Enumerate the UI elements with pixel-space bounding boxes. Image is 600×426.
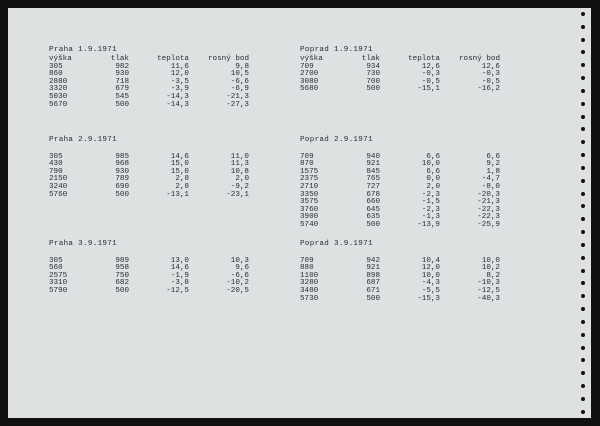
feed-hole — [581, 12, 585, 16]
table-cell: 3760 — [300, 205, 319, 214]
table-cell: -25,9 — [477, 220, 500, 229]
table-cell: 10,5 — [230, 70, 249, 79]
table-cell: 9,2 — [486, 160, 500, 169]
table-cell: 10,3 — [230, 256, 249, 265]
feed-hole — [581, 76, 585, 80]
sounding-poprad-2 — [300, 137, 532, 230]
block-title: Praha 3.9.1971 — [49, 240, 117, 248]
table-cell: 305 — [49, 62, 63, 71]
table-cell: 942 — [366, 256, 380, 265]
column-header: rosný bod — [458, 55, 500, 63]
table-cell: -5,5 — [421, 286, 440, 295]
table-cell: -13,9 — [417, 220, 440, 229]
table-cell: 6,6 — [426, 152, 440, 161]
table-cell: 9,8 — [235, 62, 249, 71]
table-cell: 1100 — [300, 271, 319, 280]
column-header: tlak — [110, 55, 129, 63]
feed-hole — [581, 320, 585, 324]
table-cell: 0,0 — [426, 175, 440, 184]
table-cell: 3240 — [49, 182, 68, 191]
table-cell: 982 — [115, 62, 129, 71]
column-header: výška — [49, 55, 72, 63]
table-cell: -12,5 — [166, 286, 189, 295]
table-cell: -22,3 — [477, 205, 500, 214]
feed-hole — [581, 89, 585, 93]
table-cell: 560 — [49, 264, 63, 273]
table-cell: -6,6 — [230, 77, 249, 86]
feed-hole — [581, 371, 585, 375]
table-cell: 985 — [115, 152, 129, 161]
table-cell: -40,3 — [477, 294, 500, 303]
feed-hole — [581, 153, 585, 157]
table-cell: -4,3 — [421, 279, 440, 288]
paper-sheet — [8, 8, 591, 418]
table-cell: 3575 — [300, 198, 319, 207]
feed-hole — [581, 140, 585, 144]
table-cell: -6,6 — [230, 271, 249, 280]
table-cell: 709 — [300, 256, 314, 265]
table-cell: 8,2 — [486, 271, 500, 280]
table-cell: 5760 — [49, 190, 68, 199]
table-cell: -22,3 — [477, 213, 500, 222]
table-row — [300, 222, 532, 230]
table-cell: 430 — [49, 160, 63, 169]
column-header: rosný bod — [207, 55, 249, 63]
table-cell: 500 — [366, 220, 380, 229]
table-cell: 12,0 — [421, 264, 440, 273]
sounding-poprad-1 — [300, 47, 532, 94]
table-cell: 2150 — [49, 175, 68, 184]
table-cell: 14,6 — [170, 264, 189, 273]
table-cell: 11,3 — [230, 160, 249, 169]
table-cell: -3,8 — [170, 279, 189, 288]
table-cell: -14,3 — [166, 92, 189, 101]
table-cell: 730 — [366, 70, 380, 79]
table-cell: 635 — [366, 213, 380, 222]
table-cell: -1,3 — [421, 213, 440, 222]
table-cell: 11,0 — [230, 152, 249, 161]
table-cell: 727 — [366, 182, 380, 191]
feed-hole — [581, 307, 585, 311]
feed-hole — [581, 38, 585, 42]
table-cell: 5740 — [300, 220, 319, 229]
table-cell: 500 — [366, 294, 380, 303]
table-cell: 6,6 — [486, 152, 500, 161]
table-cell: -8,0 — [481, 182, 500, 191]
feed-hole — [581, 358, 585, 362]
table-cell: 930 — [115, 70, 129, 79]
table-cell: -15,3 — [417, 294, 440, 303]
table-row — [300, 296, 532, 304]
block-title: Praha 2.9.1971 — [49, 136, 117, 144]
feed-hole — [581, 115, 585, 119]
table-cell: 1,8 — [486, 167, 500, 176]
table-cell: 870 — [300, 160, 314, 169]
feed-hole — [581, 384, 585, 388]
table-cell: -21,3 — [226, 92, 249, 101]
table-cell: 6,6 — [426, 167, 440, 176]
table-cell: -10,3 — [477, 279, 500, 288]
table-cell: 679 — [115, 85, 129, 94]
table-cell: 921 — [366, 160, 380, 169]
table-cell: 10,0 — [421, 271, 440, 280]
table-cell: 2710 — [300, 182, 319, 191]
table-cell: 10,8 — [230, 167, 249, 176]
table-cell: 5790 — [49, 286, 68, 295]
table-cell: 860 — [49, 70, 63, 79]
table-cell: 305 — [49, 256, 63, 265]
table-cell: 5730 — [300, 294, 319, 303]
table-cell: 709 — [300, 152, 314, 161]
table-cell: 12,0 — [170, 70, 189, 79]
feed-hole — [581, 230, 585, 234]
feed-hole — [581, 281, 585, 285]
feed-hole — [581, 102, 585, 106]
column-header: teplota — [408, 55, 440, 63]
table-cell: -1,5 — [421, 198, 440, 207]
table-cell: 750 — [115, 271, 129, 280]
table-cell: -3,5 — [170, 77, 189, 86]
feed-hole — [581, 192, 585, 196]
table-cell: 934 — [366, 62, 380, 71]
table-cell: -2,3 — [421, 205, 440, 214]
table-cell: -1,9 — [170, 271, 189, 280]
table-cell: 500 — [115, 286, 129, 295]
feed-hole — [581, 63, 585, 67]
table-cell: -20,3 — [477, 190, 500, 199]
table-cell: 930 — [115, 167, 129, 176]
table-cell: 500 — [115, 190, 129, 199]
table-cell: 678 — [366, 190, 380, 199]
table-cell: 12,6 — [481, 62, 500, 71]
feed-hole — [581, 166, 585, 170]
column-header: teplota — [157, 55, 189, 63]
table-cell: 718 — [115, 77, 129, 86]
table-cell: 940 — [366, 152, 380, 161]
tractor-feed-holes — [581, 12, 587, 414]
feed-hole — [581, 294, 585, 298]
table-cell: 690 — [115, 182, 129, 191]
feed-hole — [581, 346, 585, 350]
block-title: Poprad 2.9.1971 — [300, 136, 373, 144]
feed-hole — [581, 179, 585, 183]
table-cell: 545 — [115, 92, 129, 101]
feed-hole — [581, 204, 585, 208]
table-cell: 3480 — [300, 286, 319, 295]
table-cell: 5680 — [300, 85, 319, 94]
table-cell: 9,6 — [235, 264, 249, 273]
table-cell: -0,5 — [481, 77, 500, 86]
sounding-poprad-3 — [300, 241, 532, 303]
table-cell: 10,4 — [421, 256, 440, 265]
table-cell: 687 — [366, 279, 380, 288]
table-cell: -13,1 — [166, 190, 189, 199]
column-header: výška — [300, 55, 323, 63]
table-cell: -2,3 — [421, 190, 440, 199]
table-cell: 700 — [366, 77, 380, 86]
table-cell: -6,9 — [230, 85, 249, 94]
table-cell: -12,5 — [477, 286, 500, 295]
table-cell: 1575 — [300, 167, 319, 176]
table-cell: -15,1 — [417, 85, 440, 94]
feed-hole — [581, 217, 585, 221]
table-row — [300, 86, 532, 94]
table-cell: 790 — [49, 167, 63, 176]
table-cell: -23,1 — [226, 190, 249, 199]
table-cell: -9,2 — [230, 182, 249, 191]
table-cell: 2,8 — [175, 182, 189, 191]
table-cell: 765 — [366, 175, 380, 184]
table-cell: -10,2 — [226, 279, 249, 288]
feed-hole — [581, 410, 585, 414]
table-cell: 15,0 — [170, 160, 189, 169]
table-cell: 2,0 — [426, 182, 440, 191]
feed-hole — [581, 333, 585, 337]
table-cell: -27,3 — [226, 100, 249, 109]
table-cell: 3900 — [300, 213, 319, 222]
feed-hole — [581, 243, 585, 247]
sounding-praha-3 — [49, 241, 281, 296]
table-cell: 10,0 — [421, 160, 440, 169]
block-title: Poprad 1.9.1971 — [300, 46, 373, 54]
table-cell: -14,3 — [166, 100, 189, 109]
feed-hole — [581, 25, 585, 29]
table-cell: 3280 — [300, 279, 319, 288]
table-cell: 500 — [115, 100, 129, 109]
table-cell: -0,3 — [421, 70, 440, 79]
table-cell: 671 — [366, 286, 380, 295]
table-cell: 645 — [366, 205, 380, 214]
table-cell: 660 — [366, 198, 380, 207]
block-title: Poprad 3.9.1971 — [300, 240, 373, 248]
table-cell: 10,2 — [481, 264, 500, 273]
feed-hole — [581, 127, 585, 131]
table-cell: 3080 — [300, 77, 319, 86]
table-cell: -21,3 — [477, 198, 500, 207]
table-cell: 11,6 — [170, 62, 189, 71]
table-cell: 15,0 — [170, 167, 189, 176]
feed-hole — [581, 50, 585, 54]
table-cell: 5030 — [49, 92, 68, 101]
table-cell: 13,0 — [170, 256, 189, 265]
sounding-praha-1 — [49, 47, 281, 109]
table-cell: 2,8 — [175, 175, 189, 184]
table-cell: 2375 — [300, 175, 319, 184]
feed-hole — [581, 256, 585, 260]
sounding-praha-2 — [49, 137, 281, 199]
table-cell: 3320 — [49, 85, 68, 94]
table-cell: 3310 — [49, 279, 68, 288]
table-row — [49, 288, 281, 296]
table-cell: 958 — [115, 264, 129, 273]
table-cell: -4,7 — [481, 175, 500, 184]
table-cell: 898 — [366, 271, 380, 280]
table-cell: -16,2 — [477, 85, 500, 94]
feed-hole — [581, 397, 585, 401]
table-cell: 12,6 — [421, 62, 440, 71]
table-cell: 305 — [49, 152, 63, 161]
table-cell: -3,9 — [170, 85, 189, 94]
table-cell: 845 — [366, 167, 380, 176]
table-cell: -0,3 — [481, 70, 500, 79]
table-cell: 880 — [300, 264, 314, 273]
table-cell: 14,6 — [170, 152, 189, 161]
table-cell: -20,5 — [226, 286, 249, 295]
table-cell: 682 — [115, 279, 129, 288]
table-cell: 500 — [366, 85, 380, 94]
table-cell: -0,5 — [421, 77, 440, 86]
table-cell: 2575 — [49, 271, 68, 280]
table-cell: 3350 — [300, 190, 319, 199]
table-cell: 5670 — [49, 100, 68, 109]
table-cell: 968 — [115, 160, 129, 169]
column-header: tlak — [361, 55, 380, 63]
table-cell: 2700 — [300, 70, 319, 79]
table-row — [49, 102, 281, 110]
table-cell: 10,0 — [481, 256, 500, 265]
feed-hole — [581, 269, 585, 273]
table-cell: 2880 — [49, 77, 68, 86]
block-title: Praha 1.9.1971 — [49, 46, 117, 54]
table-cell: 921 — [366, 264, 380, 273]
table-row — [49, 192, 281, 200]
table-cell: 709 — [300, 62, 314, 71]
table-cell: 989 — [115, 256, 129, 265]
table-cell: 2,0 — [235, 175, 249, 184]
table-cell: 789 — [115, 175, 129, 184]
